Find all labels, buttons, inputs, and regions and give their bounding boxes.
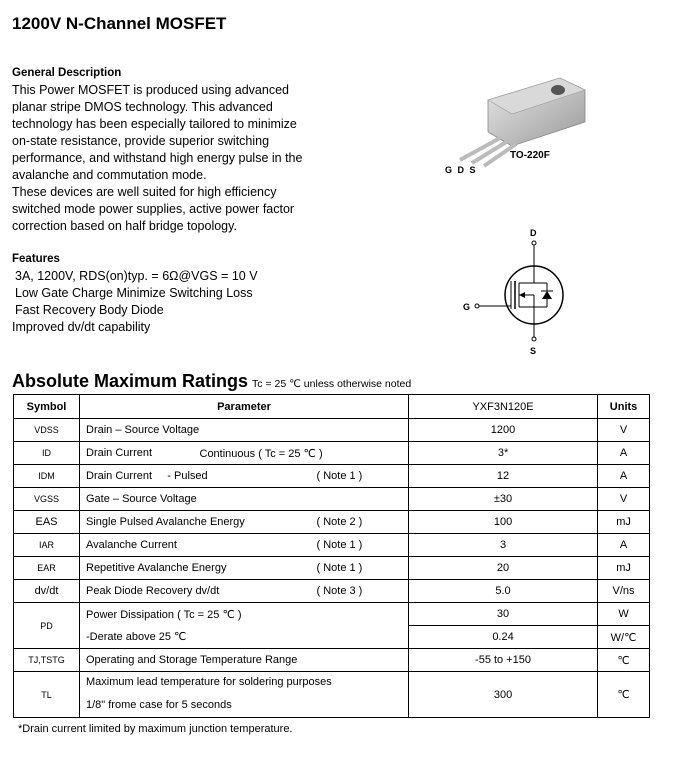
row-parameter: Operating and Storage Temperature Range [80, 649, 409, 672]
table-row-derate [14, 626, 650, 649]
row-parameter: Drain Current [80, 442, 194, 465]
row-value: 5.0 [409, 580, 598, 603]
header-units: Units [598, 395, 650, 419]
row-parameter: Repetitive Avalanche Energy [80, 557, 311, 580]
row-note: ( Note 1 ) [311, 465, 409, 488]
header-value: YXF3N120E [409, 395, 598, 419]
row-parameter: -Derate above 25 ℃ [80, 626, 409, 649]
text-line: avalanche and commutation mode. [12, 168, 207, 182]
general-description-text [12, 82, 342, 235]
row-parameter: Drain Current - Pulsed [80, 465, 311, 488]
table-row [14, 442, 650, 465]
footnote: *Drain current limited by maximum junction temperature. [18, 723, 293, 735]
source-label: S [530, 346, 537, 356]
row-symbol: VDSS [14, 419, 80, 442]
row-unit: mJ [598, 557, 650, 580]
row-parameter [80, 672, 409, 718]
row-value: 300 [409, 672, 598, 718]
feature-item: Improved dv/dt capability [12, 320, 151, 334]
row-value: ±30 [409, 488, 598, 511]
absolute-maximum-ratings-table [13, 394, 650, 718]
text-line: on-state resistance, provide superior switching [12, 134, 270, 148]
row-unit: A [598, 442, 650, 465]
feature-item: 3A, 1200V, RDS(on)typ. = 6Ω@VGS = 10 V [15, 269, 258, 283]
row-symbol: EAR [14, 557, 80, 580]
table-row-power [14, 603, 650, 626]
row-note: ( Note 1 ) [311, 534, 409, 557]
row-value: -55 to +150 [409, 649, 598, 672]
table-row [14, 511, 650, 534]
row-symbol: TJ,TSTG [14, 649, 80, 672]
text-line: This Power MOSFET is produced using advanced [12, 83, 289, 97]
row-symbol: dv/dt [14, 580, 80, 603]
row-parameter: Drain – Source Voltage [80, 419, 409, 442]
text-line: switched mode power supplies, active power factor [12, 202, 295, 216]
row-unit: ℃ [598, 649, 650, 672]
gate-label: G [463, 302, 471, 312]
row-symbol: IAR [14, 534, 80, 557]
row-unit: W/℃ [598, 626, 650, 649]
header-symbol: Symbol [14, 395, 80, 419]
features-list [12, 268, 258, 336]
row-unit: A [598, 465, 650, 488]
row-note: ( Note 3 ) [311, 580, 409, 603]
table-row [14, 534, 650, 557]
row-symbol: IDM [14, 465, 80, 488]
row-parameter: Power Dissipation ( Tc = 25 ℃ ) [80, 603, 409, 626]
lead-temp-line2: 1/8" frome case for 5 seconds [86, 699, 232, 711]
row-parameter: Peak Diode Recovery dv/dt [80, 580, 311, 603]
to220f-package-image [440, 70, 610, 180]
table-row-lead-temp [14, 672, 650, 718]
features-heading: Features [12, 253, 60, 265]
row-value: 3 [409, 534, 598, 557]
row-parameter: Avalanche Current [80, 534, 311, 557]
table-row [14, 580, 650, 603]
text-line: technology has been especially tailored to minimize [12, 117, 297, 131]
row-unit: mJ [598, 511, 650, 534]
table-row [14, 419, 650, 442]
text-line: performance, and withstand high energy pulse in the [12, 151, 303, 165]
ratings-title: Absolute Maximum Ratings [12, 371, 249, 391]
header-parameter: Parameter [80, 395, 409, 419]
general-description-heading: General Description [12, 67, 122, 79]
row-value: 0.24 [409, 626, 598, 649]
table-header-row [14, 395, 650, 419]
page-title: 1200V N-Channel MOSFET [12, 14, 227, 33]
ratings-heading [12, 371, 411, 392]
row-value: 100 [409, 511, 598, 534]
row-unit: V [598, 419, 650, 442]
drain-label: D [530, 228, 537, 238]
row-value: 20 [409, 557, 598, 580]
row-note: ( Note 1 ) [311, 557, 409, 580]
row-unit: A [598, 534, 650, 557]
ratings-condition: Tc = 25 ℃ unless otherwise noted [252, 378, 412, 390]
row-parameter: Gate – Source Voltage [80, 488, 409, 511]
row-symbol: VGSS [14, 488, 80, 511]
feature-item: Fast Recovery Body Diode [15, 303, 164, 317]
row-note: ( Note 2 ) [311, 511, 409, 534]
row-value: 3* [409, 442, 598, 465]
row-symbol: EAS [14, 511, 80, 534]
row-unit: V [598, 488, 650, 511]
lead-temp-line1: Maximum lead temperature for soldering purposes [86, 676, 332, 688]
text-line: planar stripe DMOS technology. This advanced [12, 100, 273, 114]
row-symbol: ID [14, 442, 80, 465]
row-unit: V/ns [598, 580, 650, 603]
package-pins: G D S [445, 165, 476, 175]
row-unit: W [598, 603, 650, 626]
row-symbol: TL [14, 672, 80, 718]
table-row [14, 465, 650, 488]
row-value: 12 [409, 465, 598, 488]
row-parameter: Single Pulsed Avalanche Energy [80, 511, 311, 534]
row-symbol: PD [14, 603, 80, 649]
package-name: TO-220F [510, 150, 550, 161]
row-condition: Continuous ( Tc = 25 ℃ ) [194, 442, 409, 465]
row-value: 1200 [409, 419, 598, 442]
row-unit: ℃ [598, 672, 650, 718]
table-row [14, 557, 650, 580]
row-value: 30 [409, 603, 598, 626]
table-row [14, 488, 650, 511]
mosfet-symbol [455, 225, 585, 360]
table-row [14, 649, 650, 672]
text-line: These devices are well suited for high efficiency [12, 185, 277, 199]
feature-item: Low Gate Charge Minimize Switching Loss [15, 286, 253, 300]
text-line: correction based on half bridge topology. [12, 219, 237, 233]
